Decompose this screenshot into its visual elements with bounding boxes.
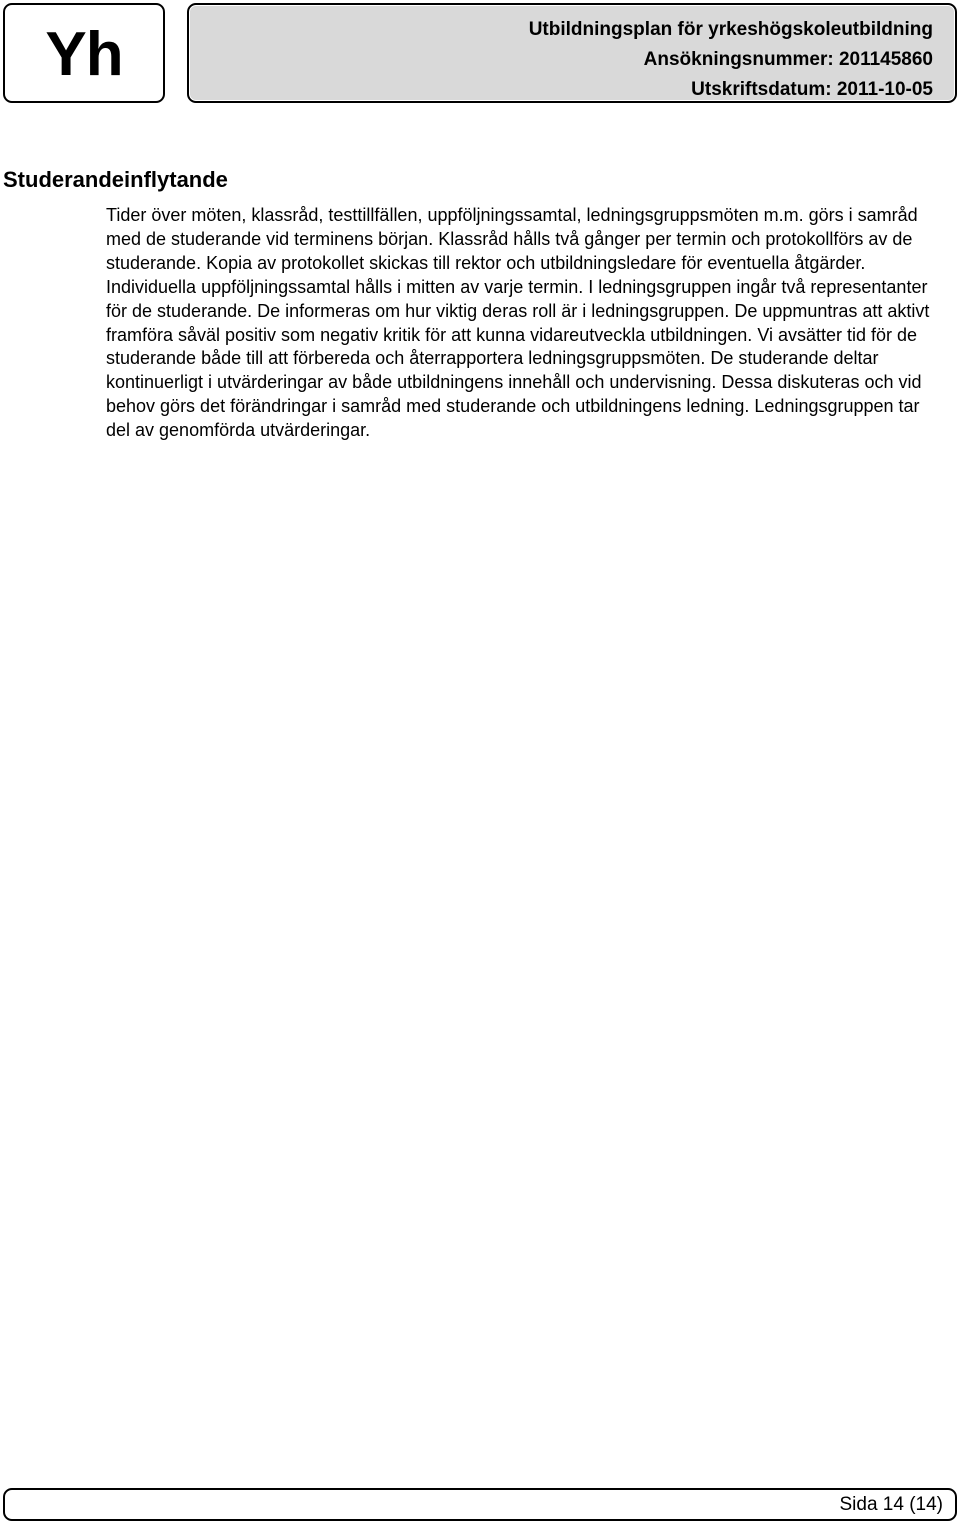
application-number: Ansökningsnummer: 201145860 (643, 49, 933, 70)
header-lines (529, 15, 933, 105)
logo-box (3, 3, 165, 103)
page-number: Sida 14 (14) (839, 1494, 943, 1515)
section-body: Tider över möten, klassråd, testtillfällen, uppföljningssamtal, ledningsgruppsmöten m.m. görs i samråd med de studerande vid terminens början. Klassråd hålls två gånger per termin och protokollförs av de studerande. Kopia av protokollet skickas till rektor och utbildningsledare för eventuella åtgärder. Individuella uppföljningssamtal hålls i mitten av varje termin. I ledningsgruppen ingår två representanter för de studerande. De informeras om hur viktig deras roll är i ledningsgruppen. De uppmuntras att aktivt framföra såväl positiv som negativ kritik för att kunna vidareutveckla utbildningen. Vi avsätter tid för de studerande både till att förbereda och återrapportera ledningsgruppsmöten. De studerande deltar kontinuerligt i utvärderingar av både utbildningens innehåll och undervisning. Dessa diskuteras och vid behov görs det förändringar i samråd med studerande och utbildningens ledning. Ledningsgruppen tar del av genomförda utvärderingar. (106, 205, 930, 441)
logo-text: Yh (45, 20, 123, 89)
print-date: Utskriftsdatum: 2011-10-05 (691, 79, 933, 100)
section-title: Studerandeinflytande (3, 167, 228, 192)
document-header (187, 3, 957, 103)
page-footer (3, 1488, 957, 1521)
document-title: Utbildningsplan för yrkeshögskoleutbildning (528, 19, 933, 40)
